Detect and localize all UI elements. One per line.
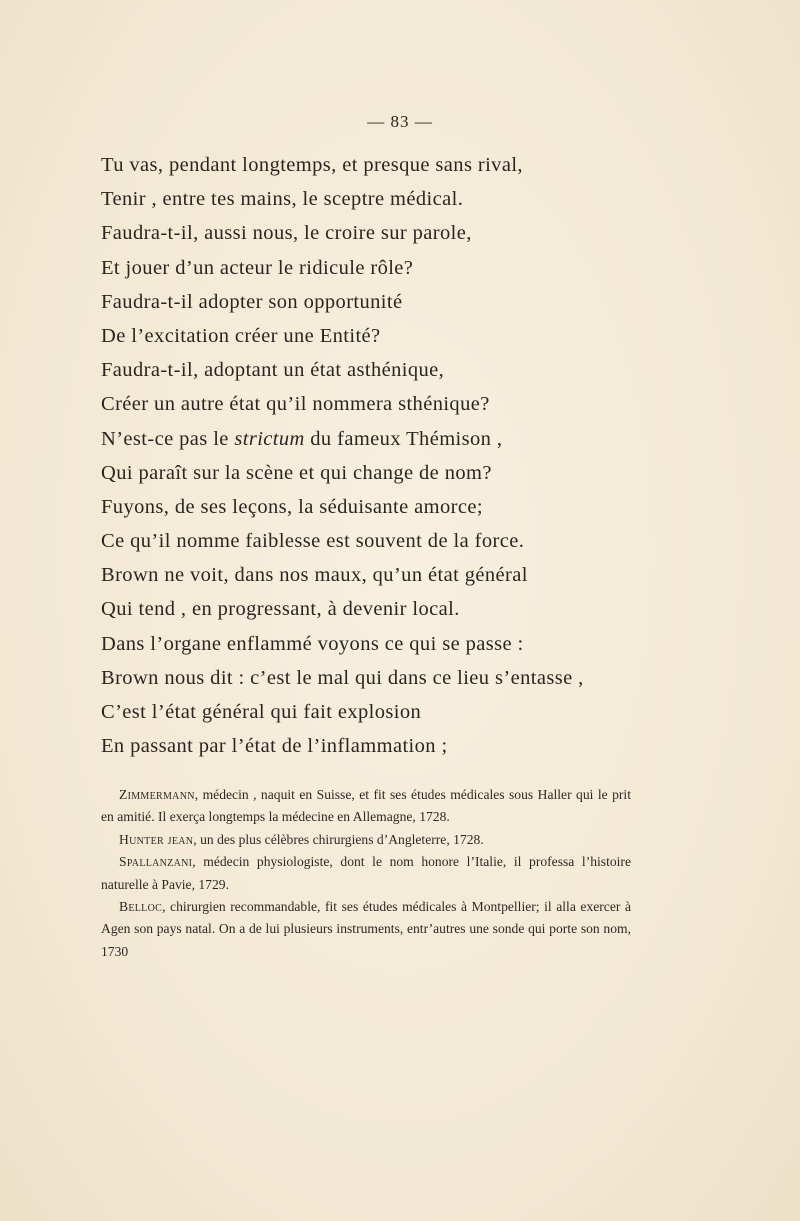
verse-line: C’est l’état général qui fait explosion (101, 701, 422, 723)
verse-line: Brown nous dit : c’est le mal qui dans ce lieu s’entasse , (101, 666, 584, 689)
footnote (101, 896, 631, 963)
verse-line: Faudra-t-il adopter son opportunité (101, 290, 403, 313)
footnote-text: , médecin physiologiste, dont le nom honore l’Italie, il professa l’histoire naturelle à Pavie, 1729. (101, 854, 631, 892)
footnotes (101, 784, 631, 963)
footnote (101, 829, 631, 851)
footnote-name: Spallanzani (119, 854, 193, 870)
footnote (101, 784, 631, 829)
verse-line: Tenir , entre tes mains, le sceptre médical. (101, 188, 464, 211)
footnote (101, 851, 631, 896)
footnote-name: Hunter jean (119, 831, 194, 847)
verse-line: De l’excitation créer une Entité? (101, 324, 381, 347)
verse-line-start: N’est-ce pas le (101, 427, 229, 450)
verse-line: Et jouer d’un acteur le ridicule rôle? (101, 256, 414, 279)
footnote-name: Belloc (119, 899, 163, 915)
footnote-name: Zimmermann (119, 787, 195, 802)
verse-line: Qui paraît sur la scène et qui change de nom? (101, 461, 492, 484)
verse-line: Tu vas, pendant longtemps, et presque sans rival, (101, 154, 523, 176)
verse-line-strictum (101, 422, 721, 456)
italic-word: strictum (234, 427, 305, 450)
verse-line: Faudra-t-il, adoptant un état asthénique, (101, 359, 445, 382)
verse-line: Fuyons, de ses leçons, la séduisante amorce; (101, 495, 483, 518)
footnote-text: , chirurgien recommandable, fit ses études médicales à Montpellier; il alla exercer à Agen son pays natal. On a de lui plusieurs instruments, entr’autres une sonde qui porte son nom, 1730 (101, 899, 631, 959)
poem-verses (101, 148, 721, 763)
verse-line-end: du fameux Thémison , (310, 427, 503, 450)
verse-line: Ce qu’il nomme faiblesse est souvent de la force. (101, 530, 525, 553)
verse-line: Faudra-t-il, aussi nous, le croire sur parole, (101, 222, 472, 245)
verse-line: En passant par l’état de l’inflammation ; (101, 735, 448, 758)
footnote-text: , médecin , naquit en Suisse, et fit ses études médicales sous Haller qui le prit en amitié. Il exerça longtemps la médecine en Allemagne, 1728. (101, 787, 631, 825)
verse-line: Brown ne voit, dans nos maux, qu’un état général (101, 564, 528, 587)
verse-line: Qui tend , en progressant, à devenir local. (101, 598, 460, 621)
footnote-text: , un des plus célèbres chirurgiens d’Angleterre, 1728. (193, 831, 484, 847)
page-number: — 83 — (367, 112, 433, 131)
verse-line: Créer un autre état qu’il nommera sthénique? (101, 393, 490, 416)
verse-line: Dans l’organe enflammé voyons ce qui se passe : (101, 632, 524, 655)
